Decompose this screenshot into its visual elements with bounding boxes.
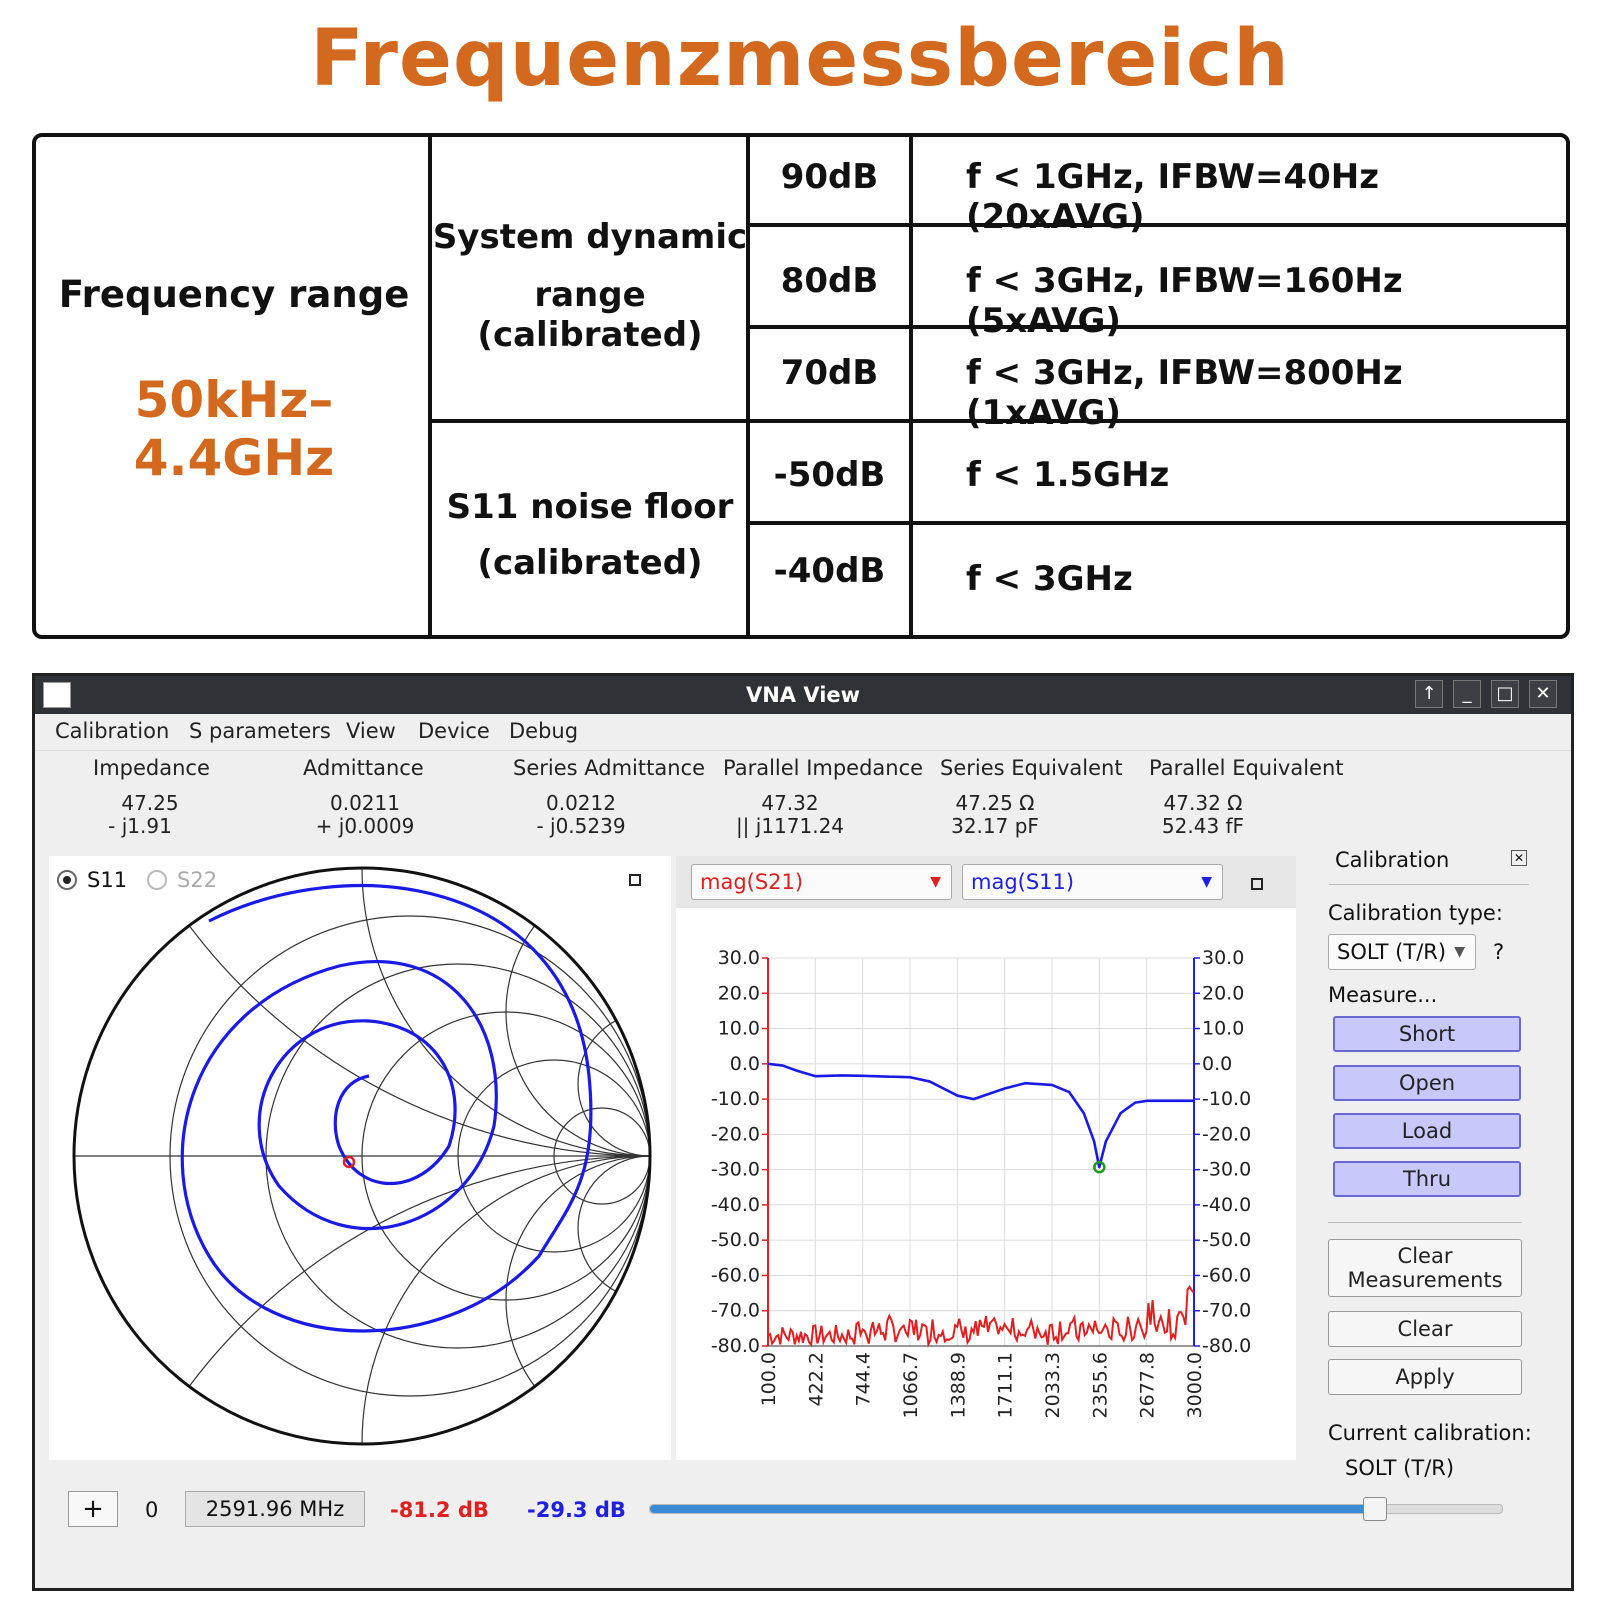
y-tick-label-left: 0.0 xyxy=(729,1052,760,1075)
y-tick-label-left: 30.0 xyxy=(717,947,760,969)
smith-chart xyxy=(49,856,671,1460)
measure-label: Measure... xyxy=(1328,983,1438,1007)
admittance-value: + j0.0009 xyxy=(315,814,415,838)
chevron-down-icon: ▼ xyxy=(1454,944,1465,960)
trace2-label: mag(S11) xyxy=(971,870,1075,894)
s21-trace xyxy=(768,1287,1194,1345)
slider-handle[interactable] xyxy=(1363,1497,1387,1521)
spec-condition: f < 3GHz, IFBW=160Hz (5xAVG) xyxy=(966,261,1403,341)
clear-measurements-button[interactable] xyxy=(1328,1239,1522,1297)
vna-window xyxy=(32,673,1574,1591)
maximize-button[interactable]: □ xyxy=(1491,680,1519,708)
current-calibration-label: Current calibration: xyxy=(1328,1421,1532,1445)
help-button[interactable]: ? xyxy=(1493,940,1505,964)
y-tick-label-left: -20.0 xyxy=(710,1123,760,1146)
y-tick-label-left: 10.0 xyxy=(717,1017,760,1040)
parallel-equivalent-value: 52.43 fF xyxy=(1161,814,1245,838)
spec-table xyxy=(32,133,1570,639)
x-tick-label: 2033.3 xyxy=(1041,1352,1064,1419)
y-tick-label-right: 0.0 xyxy=(1202,1052,1233,1075)
series-equivalent-header: Series Equivalent xyxy=(940,756,1123,780)
clear-button[interactable]: Clear xyxy=(1328,1311,1522,1347)
spec-condition: f < 3GHz, IFBW=800Hz (1xAVG) xyxy=(966,353,1403,433)
chevron-down-icon: ▼ xyxy=(930,874,941,890)
menu-view[interactable]: View xyxy=(346,719,396,743)
page-title: Frequenzmessbereich xyxy=(310,14,1290,104)
y-tick-label-right: 20.0 xyxy=(1202,982,1245,1005)
menu-debug[interactable]: Debug xyxy=(509,719,579,743)
calibration-type-label: Calibration type: xyxy=(1328,901,1503,925)
x-tick-label: 744.4 xyxy=(852,1352,875,1407)
current-calibration-value: SOLT (T/R) xyxy=(1345,1456,1455,1480)
chevron-down-icon: ▼ xyxy=(1201,874,1212,890)
y-tick-label-left: -50.0 xyxy=(710,1229,760,1252)
y-tick-label-left: -70.0 xyxy=(710,1299,760,1322)
x-tick-label: 1066.7 xyxy=(900,1352,923,1419)
y-tick-label-right: -40.0 xyxy=(1202,1193,1252,1216)
menu-bar xyxy=(35,714,1571,751)
spec-condition: f < 1.5GHz xyxy=(966,455,1170,495)
marker-frequency-field[interactable]: 2591.96 MHz xyxy=(185,1491,365,1527)
magnitude-chart xyxy=(676,856,1296,1460)
window-title: VNA View xyxy=(745,683,861,707)
x-tick-label: 422.2 xyxy=(805,1352,828,1407)
dynamic-range-label: System dynamic xyxy=(432,217,748,257)
series-admittance-value: 0.0212 xyxy=(546,791,616,815)
y-tick-label-left: 20.0 xyxy=(717,982,760,1005)
short-button[interactable]: Short xyxy=(1333,1016,1521,1052)
plot-pane xyxy=(676,856,1296,1460)
marker-s21-readout: -81.2 dB xyxy=(390,1498,489,1522)
noise-floor-label: (calibrated) xyxy=(477,543,703,583)
x-tick-label: 100.0 xyxy=(758,1352,780,1407)
title-bar xyxy=(35,676,1571,714)
spec-db-value: 90dB xyxy=(780,157,879,197)
spec-condition: f < 3GHz xyxy=(966,559,1133,599)
impedance-value: - j1.91 xyxy=(108,814,172,838)
divider xyxy=(1328,1222,1522,1223)
spec-db-value: -40dB xyxy=(773,551,886,591)
minimize-button[interactable]: _ xyxy=(1453,680,1481,708)
series-equivalent-value: 32.17 pF xyxy=(951,814,1039,838)
y-tick-label-right: -20.0 xyxy=(1202,1123,1252,1146)
spec-condition: f < 1GHz, IFBW=40Hz (20xAVG) xyxy=(966,157,1379,237)
load-button[interactable]: Load xyxy=(1333,1113,1521,1149)
y-tick-label-right: 10.0 xyxy=(1202,1017,1245,1040)
open-button[interactable]: Open xyxy=(1333,1065,1521,1101)
y-tick-label-right: -80.0 xyxy=(1202,1335,1252,1357)
calibration-type-value: SOLT (T/R) xyxy=(1337,940,1447,964)
y-tick-label-right: -60.0 xyxy=(1202,1264,1252,1287)
series-admittance-header: Series Admittance xyxy=(513,756,705,780)
divider xyxy=(1329,884,1529,885)
series-admittance-value: - j0.5239 xyxy=(536,814,626,838)
y-tick-label-right: -10.0 xyxy=(1202,1088,1252,1111)
table-divider xyxy=(428,419,750,423)
s11-trace xyxy=(182,886,591,1331)
series-equivalent-value: 47.25 Ω xyxy=(955,791,1035,815)
clear-measurements-label: Measurements xyxy=(1347,1268,1503,1292)
y-tick-label-right: -50.0 xyxy=(1202,1229,1252,1252)
s11-radio-label[interactable]: S11 xyxy=(87,868,128,892)
frequency-range-label: Frequency range xyxy=(58,273,410,316)
spec-db-value: 80dB xyxy=(780,261,879,301)
trace1-label: mag(S21) xyxy=(700,870,804,894)
table-divider xyxy=(746,521,1566,525)
s11-trace xyxy=(768,1064,1194,1167)
parallel-equivalent-header: Parallel Equivalent xyxy=(1149,756,1344,780)
y-tick-label-left: -80.0 xyxy=(710,1335,760,1357)
x-tick-label: 2355.6 xyxy=(1089,1352,1112,1419)
parallel-impedance-value: || j1171.24 xyxy=(735,814,845,838)
y-tick-label-right: -70.0 xyxy=(1202,1299,1252,1322)
frequency-range-value: 50kHz–4.4GHz xyxy=(133,371,335,487)
impedance-header: Impedance xyxy=(93,756,210,780)
y-tick-label-right: 30.0 xyxy=(1202,947,1245,969)
dynamic-range-label: range (calibrated) xyxy=(477,275,703,355)
clear-measurements-label: Clear xyxy=(1397,1244,1453,1268)
add-marker-button[interactable]: + xyxy=(68,1491,118,1527)
noise-floor-label: S11 noise floor xyxy=(446,487,734,527)
parallel-equivalent-value: 47.32 Ω xyxy=(1163,791,1243,815)
frequency-slider[interactable] xyxy=(649,1504,1503,1514)
parallel-impedance-header: Parallel Impedance xyxy=(723,756,924,780)
calibration-dock-title: Calibration xyxy=(1335,848,1450,872)
apply-button[interactable]: Apply xyxy=(1328,1359,1522,1395)
spec-db-value: 70dB xyxy=(780,353,879,393)
calibration-type-select[interactable] xyxy=(1328,934,1476,970)
x-tick-label: 2677.8 xyxy=(1136,1352,1159,1419)
impedance-value: 47.25 xyxy=(121,791,179,815)
x-tick-label: 3000.0 xyxy=(1184,1352,1206,1419)
y-tick-label-right: -30.0 xyxy=(1202,1158,1252,1181)
y-tick-label-left: -60.0 xyxy=(710,1264,760,1287)
slider-fill xyxy=(650,1505,1374,1513)
y-tick-label-left: -40.0 xyxy=(710,1193,760,1216)
close-button[interactable]: ✕ xyxy=(1529,680,1557,708)
x-tick-label: 1388.9 xyxy=(947,1352,970,1419)
menu-s-parameters[interactable]: S parameters xyxy=(189,719,331,743)
marker-index: 0 xyxy=(145,1498,159,1522)
close-dock-icon[interactable]: ✕ xyxy=(1511,850,1527,866)
s22-radio-label[interactable]: S22 xyxy=(177,868,218,892)
menu-device[interactable]: Device xyxy=(418,719,490,743)
smith-chart-pane xyxy=(49,856,671,1460)
y-tick-label-left: -10.0 xyxy=(710,1088,760,1111)
admittance-value: 0.0211 xyxy=(330,791,400,815)
keep-above-button[interactable]: ↑ xyxy=(1415,680,1443,708)
x-tick-label: 1711.1 xyxy=(994,1352,1017,1419)
admittance-header: Admittance xyxy=(303,756,424,780)
thru-button[interactable]: Thru xyxy=(1333,1161,1521,1197)
menu-calibration[interactable]: Calibration xyxy=(55,719,170,743)
y-tick-label-left: -30.0 xyxy=(710,1158,760,1181)
marker-s11-readout: -29.3 dB xyxy=(527,1498,626,1522)
parallel-impedance-value: 47.32 xyxy=(761,791,819,815)
spec-db-value: -50dB xyxy=(773,455,886,495)
